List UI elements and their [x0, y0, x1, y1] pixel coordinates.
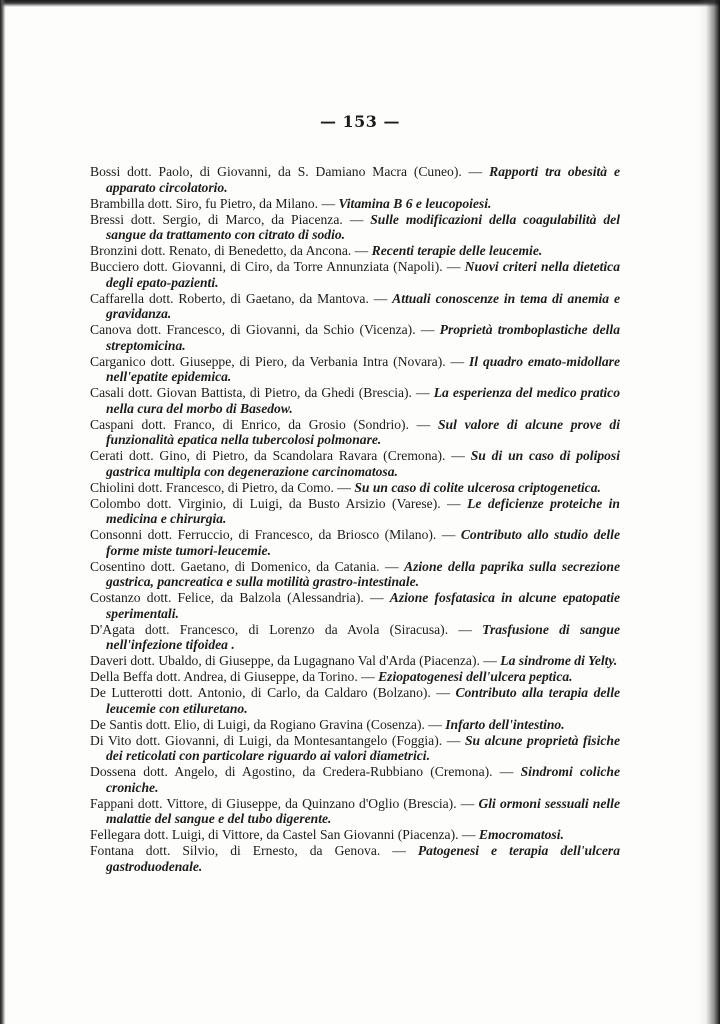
list-item — [90, 559, 620, 590]
scan-edge-top — [0, 0, 720, 7]
list-item — [90, 448, 620, 479]
entry-author: Bronzini dott. Renato, di Benedetto, da Ancona. — — [90, 243, 372, 258]
list-item — [90, 653, 620, 669]
list-item — [90, 622, 620, 653]
entry-author: Caspani dott. Franco, di Enrico, da Grosio (Sondrio). — — [90, 416, 438, 432]
entry-author: Canova dott. Francesco, di Giovanni, da Schio (Vicenza). — — [90, 322, 440, 337]
list-item — [90, 385, 620, 416]
entry-title: Vitamina B 6 e leucopoiesi. — [338, 195, 492, 211]
entry-title: Le deficienze proteiche in medicina e chirurgia. — [106, 495, 620, 526]
list-item — [90, 685, 620, 716]
entry-list — [90, 164, 620, 875]
entry-author: Bossi dott. Paolo, di Giovanni, da S. Damiano Macra (Cuneo). — — [90, 164, 490, 179]
page-number: — 153 — — [319, 112, 401, 131]
entry-title: Proprietà tromboplastiche della streptomicina. — [106, 322, 620, 353]
list-item — [90, 843, 620, 874]
entry-author: Carganico dott. Giuseppe, di Piero, da Verbania Intra (Novara). — — [90, 353, 469, 369]
entry-author: Bressi dott. Sergio, di Marco, da Piacenza. — — [90, 211, 371, 227]
entry-title: Su alcune proprietà fisiche dei reticolati con particolare riguardo ai valori diametrici. — [106, 732, 620, 763]
list-item — [90, 243, 620, 259]
entry-title: Su un caso di colite ulcerosa criptogenetica. — [354, 479, 601, 495]
entry-title: Il quadro emato-midollare nell'epatite epidemica. — [106, 353, 620, 384]
entry-title: Infarto dell'intestino. — [445, 716, 565, 732]
list-item — [90, 796, 620, 827]
list-item — [90, 291, 620, 322]
entry-title: Azione fosfatasica in alcune epatopatie sperimentali. — [106, 590, 620, 621]
list-item — [90, 259, 620, 290]
entry-author: Cosentino dott. Gaetano, di Domenico, da Catania. — — [90, 558, 405, 574]
entry-author: Brambilla dott. Siro, fu Pietro, da Milano. — — [90, 195, 339, 211]
entry-title: Attuali conoscenze in tema di anemia e gravidanza. — [106, 290, 620, 321]
entry-title: Su di un caso di poliposi gastrica multipla con degenerazione carcinomatosa. — [106, 448, 621, 479]
entry-author: Dossena dott. Angelo, di Agostino, da Credera-Rubbiano (Cremona). — — [90, 764, 521, 779]
list-item — [90, 764, 620, 795]
list-item — [90, 354, 620, 385]
list-item — [90, 496, 620, 527]
list-item — [90, 480, 620, 496]
entry-author: Bucciero dott. Giovanni, di Ciro, da Torre Annunziata (Napoli). — — [90, 259, 465, 274]
entry-author: Caffarella dott. Roberto, di Gaetano, da Mantova. — — [90, 290, 393, 306]
entry-author: Fontana dott. Silvio, di Ernesto, da Genova. — — [90, 843, 418, 858]
entry-author: Cerati dott. Gino, di Pietro, da Scandolara Ravara (Cremona). — — [90, 448, 471, 463]
entry-author: Costanzo dott. Felice, da Balzola (Alessandria). — — [90, 590, 390, 605]
entry-title: Contributo allo studio delle forme miste tumori-leucemie. — [106, 527, 620, 558]
list-item — [90, 717, 620, 733]
entry-author: Chiolini dott. Francesco, di Pietro, da Como. — — [90, 479, 355, 495]
entry-author: De Santis dott. Elio, di Luigi, da Rogiano Gravina (Cosenza). — — [90, 716, 446, 732]
entry-title: Nuovi criteri nella dietetica degli epato-pazienti. — [106, 259, 621, 290]
list-item — [90, 827, 620, 843]
entry-title: Emocromatosi. — [478, 827, 564, 842]
list-item — [90, 417, 620, 448]
scan-edge-left — [0, 0, 6, 1024]
entry-title: Sulle modificazioni della coagulabilità del sangue da trattamento con citrato di sodio. — [106, 211, 620, 242]
entry-title: Gli ormoni sessuali nelle malattie del sangue e del tubo digerente. — [106, 795, 620, 826]
entry-title: Azione della paprika sulla secrezione gastrica, pancreatica e sulla motilità grastro-intestinale. — [106, 558, 620, 589]
entry-title: Recenti terapie delle leucemie. — [371, 243, 543, 258]
scan-edge-right — [698, 0, 720, 1024]
list-item — [90, 196, 620, 212]
list-item — [90, 164, 620, 195]
entry-author: Fellegara dott. Luigi, di Vittore, da Castel San Giovanni (Piacenza). — — [90, 827, 479, 842]
entry-author: D'Agata dott. Francesco, di Lorenzo da Avola (Siracusa). — — [90, 621, 483, 637]
entry-title: La esperienza del medico pratico nella cura del morbo di Basedow. — [106, 385, 621, 416]
entry-title: Contributo alla terapia delle leucemie con etiluretano. — [106, 685, 620, 716]
list-item — [90, 322, 620, 353]
entry-author: Della Beffa dott. Andrea, di Giuseppe, da Torino. — — [90, 669, 379, 684]
entry-title: Sul valore di alcune prove di funzionalità epatica nella tubercolosi polmonare. — [106, 416, 620, 447]
entry-title: Sindromi coliche croniche. — [106, 764, 620, 795]
entry-title: La sindrome di Yelty. — [500, 653, 618, 668]
entry-author: Di Vito dott. Giovanni, di Luigi, da Montesantangelo (Foggia). — — [90, 732, 465, 748]
entry-title: Patogenesi e terapia dell'ulcera gastroduodenale. — [106, 843, 620, 874]
entry-author: De Lutterotti dott. Antonio, di Carlo, da Caldaro (Bolzano). — — [90, 685, 456, 700]
entry-title: Rapporti tra obesità e apparato circolatorio. — [106, 164, 620, 195]
entry-title: Eziopatogenesi dell'ulcera peptica. — [378, 669, 573, 684]
list-item — [90, 669, 620, 685]
entry-title: Trasfusione di sangue nell'infezione tifoidea . — [106, 621, 620, 652]
list-item — [90, 733, 620, 764]
entry-author: Daveri dott. Ubaldo, di Giuseppe, da Lugagnano Val d'Arda (Piacenza). — — [90, 653, 501, 668]
list-item — [90, 212, 620, 243]
entry-author: Fappani dott. Vittore, di Giuseppe, da Quinzano d'Oglio (Brescia). — — [90, 795, 479, 811]
list-item — [90, 527, 620, 558]
entry-author: Casali dott. Giovan Battista, di Pietro, da Ghedi (Brescia). — — [90, 385, 434, 400]
entry-author: Consonni dott. Ferruccio, di Francesco, da Briosco (Milano). — — [90, 527, 461, 542]
list-item — [90, 590, 620, 621]
entry-author: Colombo dott. Virginio, di Luigi, da Busto Arsizio (Varese). — — [90, 495, 468, 511]
